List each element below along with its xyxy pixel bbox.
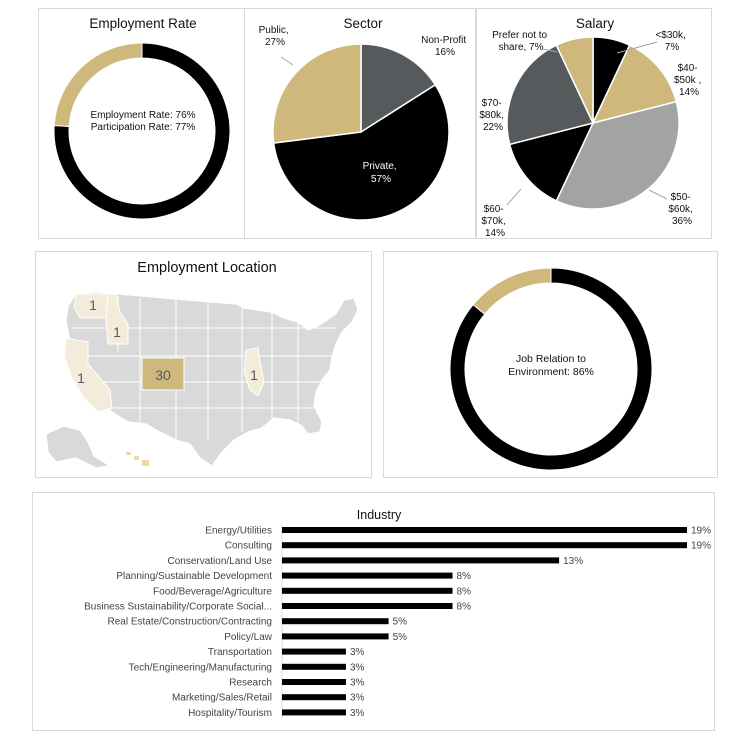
industry-bar xyxy=(282,618,389,624)
private-label-line: 57% xyxy=(370,174,392,185)
industry-category-label: Policy/Law xyxy=(224,631,272,643)
industry-bar xyxy=(282,709,346,715)
public-label-line: Public, xyxy=(258,25,289,36)
job-relation-slice xyxy=(473,268,551,314)
location-panel xyxy=(35,251,372,478)
industry-value-label: 19% xyxy=(691,540,712,552)
industry-category-label: Real Estate/Construction/Contracting xyxy=(107,616,272,628)
colorado-count: 30 xyxy=(155,367,171,383)
industry-value-label: 8% xyxy=(456,601,471,613)
public-leader-line xyxy=(281,57,293,65)
industry-category-label: Business Sustainability/Corporate Social... xyxy=(84,601,272,613)
industry-value-label: 13% xyxy=(563,555,584,567)
nonprofit-label xyxy=(421,35,469,58)
washington-count: 1 xyxy=(89,297,97,313)
job-relation-line2: Environment: 86% xyxy=(508,366,594,378)
industry-bar xyxy=(282,664,346,670)
industry-category-label: Marketing/Sales/Retail xyxy=(171,692,272,704)
industry-bar xyxy=(282,633,389,639)
salary-panel xyxy=(476,8,712,239)
s50-leader-line xyxy=(649,190,667,199)
s40-label-line: 14% xyxy=(678,87,700,98)
prefer-label-line: share, 7% xyxy=(498,42,544,53)
lt30-label xyxy=(655,30,688,53)
prefer-label xyxy=(492,30,550,53)
industry-category-label: Hospitality/Tourism xyxy=(188,707,272,719)
nonprofit-label-line: 16% xyxy=(434,47,456,58)
salary-chart xyxy=(477,9,713,240)
hawaii-shape xyxy=(126,452,149,466)
s50-label-line: $60k, xyxy=(668,204,693,215)
job-relation-line1: Job Relation to xyxy=(515,353,587,365)
s70-label xyxy=(479,98,506,133)
employment-rate-title: Employment Rate xyxy=(89,16,197,31)
industry-category-label: Consulting xyxy=(224,540,272,552)
public-label-line: 27% xyxy=(264,37,286,48)
s70-label-line: $70- xyxy=(481,98,502,109)
industry-bar xyxy=(282,694,346,700)
s50-label xyxy=(668,192,695,227)
industry-bar xyxy=(282,527,687,533)
s70-label-line: $80k, xyxy=(479,110,504,121)
private-label-line: Private, xyxy=(362,161,397,172)
employment-rate-chart xyxy=(39,9,246,240)
industry-chart xyxy=(33,493,716,732)
industry-value-label: 3% xyxy=(349,707,365,719)
s60-label-line: $60- xyxy=(483,204,504,215)
industry-value-label: 3% xyxy=(349,677,365,689)
industry-bar xyxy=(282,588,453,594)
s60-leader-line xyxy=(507,189,521,205)
participation-rate-label: Participation Rate: 77% xyxy=(90,122,196,133)
idaho-count: 1 xyxy=(113,324,121,340)
industry-value-label: 8% xyxy=(456,586,471,598)
job-relation-chart xyxy=(384,252,719,479)
s70-label-line: 22% xyxy=(482,122,504,133)
alaska-shape xyxy=(46,426,110,468)
industry-bar xyxy=(282,542,687,548)
sector-panel xyxy=(244,8,476,239)
location-map xyxy=(36,252,373,479)
industry-bar xyxy=(282,557,559,563)
industry-category-label: Food/Beverage/Agriculture xyxy=(153,586,272,598)
industry-category-label: Planning/Sustainable Development xyxy=(116,571,272,583)
industry-value-label: 19% xyxy=(691,525,712,537)
industry-value-label: 8% xyxy=(456,571,471,583)
s50-label-line: $50- xyxy=(670,192,691,203)
illinois-count: 1 xyxy=(250,367,258,383)
industry-bar xyxy=(282,679,346,685)
s50-label-line: 36% xyxy=(671,216,693,227)
sector-title: Sector xyxy=(343,16,383,31)
industry-category-label: Research xyxy=(229,677,272,689)
s40-label-line: $50k , xyxy=(673,75,702,86)
industry-value-label: 3% xyxy=(349,692,365,704)
industry-category-label: Energy/Utilities xyxy=(205,525,272,537)
industry-value-label: 3% xyxy=(349,662,365,674)
prefer-label-line: Prefer not to xyxy=(492,30,548,41)
industry-panel xyxy=(32,492,715,731)
industry-value-label: 5% xyxy=(392,631,408,643)
s60-label-line: $70k, xyxy=(481,216,506,227)
sector-chart xyxy=(245,9,477,240)
industry-bar xyxy=(282,649,346,655)
industry-category-label: Tech/Engineering/Manufacturing xyxy=(128,662,272,674)
industry-category-label: Transportation xyxy=(207,647,272,659)
lt30-label-line: 7% xyxy=(664,42,680,53)
s60-label-line: 14% xyxy=(484,228,506,239)
nonprofit-label-line: Non-Profit xyxy=(421,35,467,46)
employment-rate-panel xyxy=(38,8,245,239)
sector-slice xyxy=(273,44,361,143)
industry-value-label: 3% xyxy=(349,647,365,659)
s60-label xyxy=(481,204,508,239)
california-count: 1 xyxy=(77,370,85,386)
lt30-label-line: <$30k, xyxy=(655,30,686,41)
industry-bar xyxy=(282,573,453,579)
industry-bar xyxy=(282,603,453,609)
public-label xyxy=(259,25,292,48)
s40-label-line: $40- xyxy=(677,63,698,74)
employment-rate-label: Employment Rate: 76% xyxy=(90,110,196,121)
industry-value-label: 5% xyxy=(392,616,408,628)
industry-title: Industry xyxy=(356,508,402,522)
job-relation-panel xyxy=(383,251,718,478)
industry-category-label: Conservation/Land Use xyxy=(167,555,272,567)
s40-label xyxy=(674,63,704,98)
salary-title: Salary xyxy=(575,16,615,31)
location-title: Employment Location xyxy=(137,260,277,276)
